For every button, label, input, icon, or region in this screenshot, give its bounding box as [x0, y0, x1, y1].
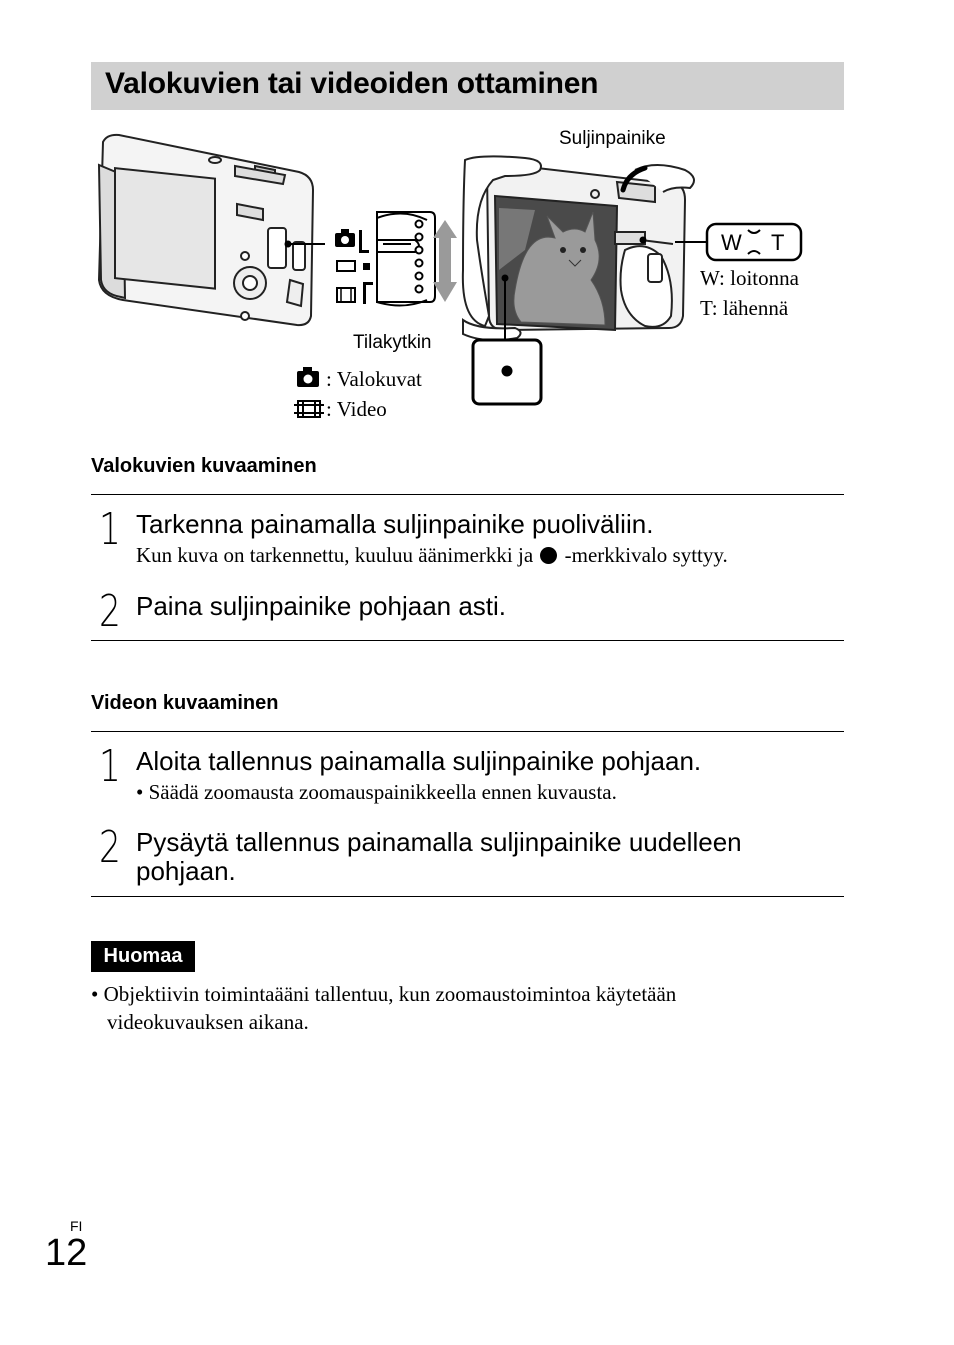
divider — [91, 896, 844, 897]
zoom-t-label: T — [771, 230, 785, 255]
focus-dot-icon — [540, 547, 557, 564]
mode-switch-label: Tilakytkin — [353, 332, 432, 353]
mode-video-label: : Video — [326, 397, 387, 421]
step-number: 2 — [99, 586, 121, 637]
mode-switch — [377, 212, 435, 306]
focus-indicator-dot — [502, 366, 513, 377]
camera-back-view — [99, 135, 313, 325]
shutter-button-label: Suljinpainike — [559, 128, 666, 149]
title-bar — [91, 62, 844, 110]
camera-in-hands — [463, 156, 694, 340]
step-subtext: • Säädä zoomausta zoomauspainikkeella ennen kuvausta. — [136, 780, 617, 804]
note-badge: Huomaa — [91, 941, 195, 972]
zoom-t-description: T: lähennä — [700, 296, 789, 320]
camera-illustration — [85, 120, 845, 430]
zoom-w-label: W — [721, 230, 742, 255]
step-text: Tarkenna painamalla suljinpainike puoliväliin. — [136, 509, 654, 539]
zoom-w-description: W: loitonna — [700, 266, 799, 290]
divider — [91, 494, 844, 495]
note-text: • Objektiivin toimintaääni tallentuu, kun zoomaustoimintoa käytetään videokuvauksen aikana. — [91, 982, 677, 1034]
mode-icons — [335, 229, 373, 304]
divider — [91, 731, 844, 732]
page-title: Valokuvien tai videoiden ottaminen — [105, 67, 599, 100]
divider — [91, 640, 844, 641]
step-text: Paina suljinpainike pohjaan asti. — [136, 591, 507, 621]
legend-video-icon — [294, 401, 324, 417]
page-number: 12 — [45, 1232, 88, 1274]
step-number: 2 — [99, 822, 121, 873]
legend-camera-icon — [297, 367, 319, 387]
subtext-part-b: -merkkivalo syttyy. — [564, 543, 728, 567]
step-text: Aloita tallennus painamalla suljinpainike pohjaan. — [136, 746, 702, 776]
page-language: FI — [70, 1218, 83, 1234]
subtext-part-a: Kun kuva on tarkennettu, kuuluu äänimerkki ja — [136, 543, 534, 567]
slide-arrow-icon — [433, 220, 457, 302]
step-number: 1 — [99, 504, 121, 555]
still-heading: Valokuvien kuvaaminen — [91, 455, 317, 477]
step-number: 1 — [99, 741, 121, 792]
step-text: Pysäytä tallennus painamalla suljinpainike uudelleen pohjaan. — [136, 827, 742, 886]
video-heading: Videon kuvaaminen — [91, 692, 279, 714]
step-subtext — [136, 542, 836, 568]
mode-still-label: : Valokuvat — [326, 367, 422, 391]
